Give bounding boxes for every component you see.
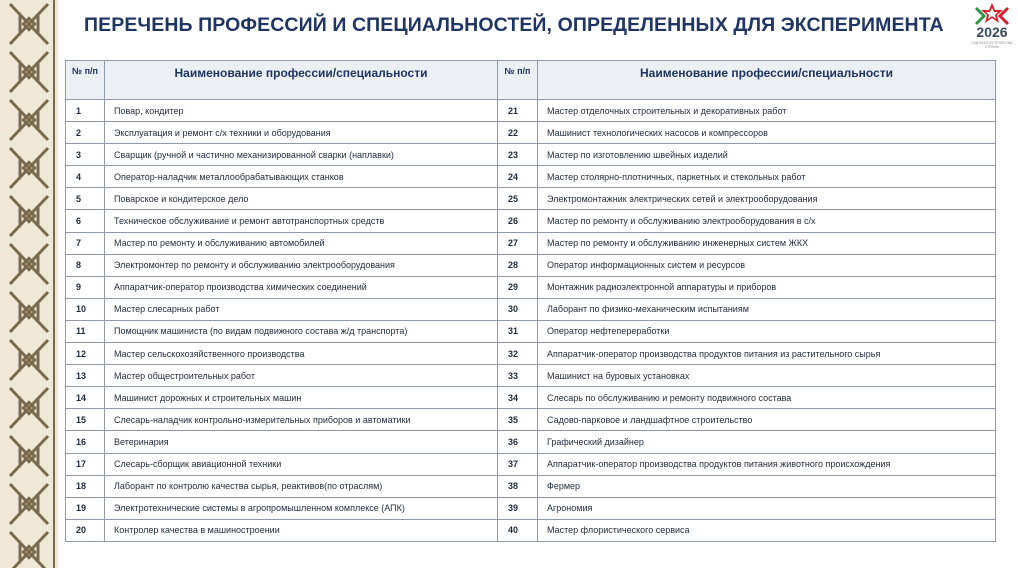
row-name-left: Мастер слесарных работ xyxy=(105,298,498,320)
row-number-left: 7 xyxy=(66,232,105,254)
row-number-right: 34 xyxy=(498,387,538,409)
row-name-left: Эксплуатация и ремонт с/х техники и оборудования xyxy=(105,122,498,144)
ornament-segment xyxy=(10,388,48,428)
row-name-left: Машинист дорожных и строительных машин xyxy=(105,387,498,409)
row-number-left: 11 xyxy=(66,320,105,342)
row-number-right: 27 xyxy=(498,232,538,254)
ornament-segment xyxy=(10,436,48,476)
table-body xyxy=(66,100,996,542)
row-name-right: Мастер по изготовлению швейных изделий xyxy=(538,144,996,166)
row-name-left: Повар, кондитер xyxy=(105,100,498,122)
table-row xyxy=(66,122,996,144)
row-name-right: Мастер флористического сервиса xyxy=(538,519,996,541)
row-name-right: Машинист на буровых установках xyxy=(538,365,996,387)
row-name-right: Оператор нефтепереработки xyxy=(538,320,996,342)
row-number-right: 30 xyxy=(498,298,538,320)
row-name-right: Мастер отделочных строительных и декоративных работ xyxy=(538,100,996,122)
page-title: ПЕРЕЧЕНЬ ПРОФЕССИЙ И СПЕЦИАЛЬНОСТЕЙ, ОПРЕДЕЛЕННЫХ ДЛЯ ЭКСПЕРИМЕНТА xyxy=(84,14,944,36)
table-row xyxy=(66,166,996,188)
row-number-right: 23 xyxy=(498,144,538,166)
ornament-segment xyxy=(10,196,48,236)
table-row xyxy=(66,431,996,453)
ornament-segment xyxy=(10,340,48,380)
row-number-right: 26 xyxy=(498,210,538,232)
row-number-right: 35 xyxy=(498,409,538,431)
row-number-right: 38 xyxy=(498,475,538,497)
row-number-left: 16 xyxy=(66,431,105,453)
row-name-right: Лаборант по физико-механическим испытаниям xyxy=(538,298,996,320)
table-row xyxy=(66,210,996,232)
table-row xyxy=(66,100,996,122)
row-number-right: 22 xyxy=(498,122,538,144)
row-name-left: Ветеринария xyxy=(105,431,498,453)
table-row xyxy=(66,475,996,497)
ornament-segment xyxy=(10,4,48,44)
table-row xyxy=(66,409,996,431)
ornament-segment xyxy=(10,292,48,332)
row-number-left: 4 xyxy=(66,166,105,188)
row-name-left: Мастер сельскохозяйственного производства xyxy=(105,343,498,365)
ornament-segment xyxy=(10,148,48,188)
ornament-segment xyxy=(10,484,48,524)
row-number-right: 32 xyxy=(498,343,538,365)
row-number-left: 18 xyxy=(66,475,105,497)
row-number-right: 40 xyxy=(498,519,538,541)
table-row xyxy=(66,453,996,475)
row-number-right: 21 xyxy=(498,100,538,122)
row-number-left: 2 xyxy=(66,122,105,144)
ornament-segment xyxy=(10,244,48,284)
ornament-pattern-icon xyxy=(0,0,58,568)
row-number-right: 29 xyxy=(498,276,538,298)
row-number-left: 17 xyxy=(66,453,105,475)
table-row xyxy=(66,365,996,387)
row-number-right: 25 xyxy=(498,188,538,210)
row-name-left: Слесарь-наладчик контрольно-измерительных приборов и автоматики xyxy=(105,409,498,431)
table-row xyxy=(66,519,996,541)
header-name-left: Наименование профессии/специальности xyxy=(105,61,498,100)
row-name-right: Машинист технологических насосов и компрессоров xyxy=(538,122,996,144)
row-name-left: Сварщик (ручной и частично механизированной сварки (наплавки) xyxy=(105,144,498,166)
row-name-left: Помощник машиниста (по видам подвижного состава ж/д транспорта) xyxy=(105,320,498,342)
row-name-right: Оператор информационных систем и ресурсов xyxy=(538,254,996,276)
row-number-right: 31 xyxy=(498,320,538,342)
table-row xyxy=(66,254,996,276)
row-number-left: 9 xyxy=(66,276,105,298)
table-header-row xyxy=(66,61,996,100)
row-name-right: Садово-парковое и ландшафтное строительство xyxy=(538,409,996,431)
row-number-right: 39 xyxy=(498,497,538,519)
row-name-right: Электромонтажник электрических сетей и электрооборудования xyxy=(538,188,996,210)
ornament-segment xyxy=(10,100,48,140)
ornament-segment xyxy=(10,532,48,568)
row-name-right: Фермер xyxy=(538,475,996,497)
row-name-right: Мастер по ремонту и обслуживанию электрооборудования в с/х xyxy=(538,210,996,232)
row-number-left: 10 xyxy=(66,298,105,320)
table-row xyxy=(66,188,996,210)
row-name-left: Лаборант по контролю качества сырья, реактивов(по отраслям) xyxy=(105,475,498,497)
table-row xyxy=(66,276,996,298)
row-name-left: Электротехнические системы в агропромышленном комплексе (АПК) xyxy=(105,497,498,519)
row-number-left: 14 xyxy=(66,387,105,409)
header-number-left: № п/п xyxy=(66,61,105,100)
table-row xyxy=(66,232,996,254)
table-row xyxy=(66,343,996,365)
row-name-left: Техническое обслуживание и ремонт автотранспортных средств xyxy=(105,210,498,232)
row-number-left: 5 xyxy=(66,188,105,210)
row-number-left: 13 xyxy=(66,365,105,387)
row-number-right: 33 xyxy=(498,365,538,387)
row-name-right: Агрономия xyxy=(538,497,996,519)
row-number-right: 28 xyxy=(498,254,538,276)
row-name-left: Слесарь-сборщик авиационной техники xyxy=(105,453,498,475)
header-number-right: № п/п xyxy=(498,61,538,100)
row-number-left: 1 xyxy=(66,100,105,122)
row-number-right: 36 xyxy=(498,431,538,453)
row-name-left: Мастер общестроительных работ xyxy=(105,365,498,387)
logo-year: 2026 xyxy=(976,24,1008,40)
row-number-right: 24 xyxy=(498,166,538,188)
row-name-left: Контролер качества в машиностроении xyxy=(105,519,498,541)
row-name-right: Мастер по ремонту и обслуживанию инженерных систем ЖКХ xyxy=(538,232,996,254)
year-logo xyxy=(968,2,1016,60)
decorative-ornament-border xyxy=(0,0,58,568)
row-number-left: 8 xyxy=(66,254,105,276)
star-emblem-icon xyxy=(968,2,1016,26)
row-name-right: Монтажник радиоэлектронной аппаратуры и приборов xyxy=(538,276,996,298)
row-number-right: 37 xyxy=(498,453,538,475)
table-row xyxy=(66,387,996,409)
row-name-right: Слесарь по обслуживанию и ремонту подвижного состава xyxy=(538,387,996,409)
table-row xyxy=(66,298,996,320)
logo-caption: ГОД БЛАГОУСТРОЙСТВА СТРАНЫ xyxy=(971,41,1013,49)
row-name-right: Аппаратчик-оператор производства продуктов питания из растительного сырья xyxy=(538,343,996,365)
table-row xyxy=(66,320,996,342)
header-name-right: Наименование профессии/специальности xyxy=(538,61,996,100)
row-name-left: Поварское и кондитерское дело xyxy=(105,188,498,210)
row-number-left: 20 xyxy=(66,519,105,541)
ornament-segment xyxy=(10,52,48,92)
row-name-left: Аппаратчик-оператор производства химических соединений xyxy=(105,276,498,298)
row-number-left: 15 xyxy=(66,409,105,431)
row-number-left: 3 xyxy=(66,144,105,166)
row-name-right: Аппаратчик-оператор производства продуктов питания животного происхождения xyxy=(538,453,996,475)
row-number-left: 6 xyxy=(66,210,105,232)
row-name-left: Мастер по ремонту и обслуживанию автомобилей xyxy=(105,232,498,254)
table-row xyxy=(66,497,996,519)
professions-table xyxy=(65,60,996,542)
row-name-left: Оператор-наладчик металлообрабатывающих станков xyxy=(105,166,498,188)
table-row xyxy=(66,144,996,166)
row-number-left: 12 xyxy=(66,343,105,365)
row-number-left: 19 xyxy=(66,497,105,519)
row-name-right: Мастер столярно-плотничных, паркетных и стекольных работ xyxy=(538,166,996,188)
row-name-right: Графический дизайнер xyxy=(538,431,996,453)
row-name-left: Электромонтер по ремонту и обслуживанию электрооборудования xyxy=(105,254,498,276)
